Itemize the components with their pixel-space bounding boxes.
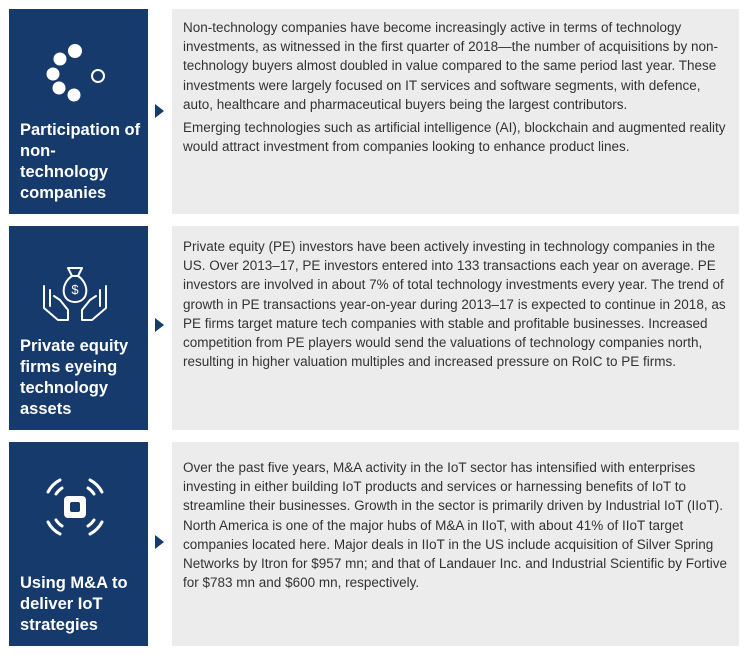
section-title: Using M&A to deliver IoT strategies xyxy=(20,574,128,634)
svg-text:$: $ xyxy=(71,282,79,297)
section-content xyxy=(172,442,739,646)
section-private-equity xyxy=(9,226,739,430)
section-iot xyxy=(9,442,739,646)
pointer-arrow xyxy=(155,535,164,549)
dots-loading-icon xyxy=(34,33,116,115)
section-sidebar xyxy=(9,9,148,214)
section-non-tech xyxy=(9,9,739,214)
pointer-arrow xyxy=(155,318,164,332)
section-title: Private equity firms eyeing technology assets xyxy=(20,337,129,418)
paragraph: Private equity (PE) investors have been actively investing in technology companies in the US. Over 2013–17, PE investors entered into 133 transactions each year on average. PE investors are involved in about 7% of total technology investments every year. The trend of growth in PE transactions year-on-year during 2013–17 is expected to continue in 2018, as PE firms target mature tech companies with stable and profitable businesses. Increased competition from PE players would send the valuations of technology companies north, resulting in higher valuation multiples and increased pressure on RoIC to PE firms. xyxy=(183,239,726,370)
section-title: Participation of non-technology companies xyxy=(20,121,141,202)
iot-chip-signal-icon xyxy=(34,466,116,548)
section-sidebar xyxy=(9,442,148,646)
pointer-arrow xyxy=(155,104,164,118)
section-content xyxy=(172,9,739,214)
paragraph: Emerging technologies such as artificial intelligence (AI), blockchain and augmented reality would attract investment from companies looking to enhance product lines. xyxy=(183,120,726,155)
section-content xyxy=(172,226,739,430)
paragraph: Over the past five years, M&A activity in the IoT sector has intensified with enterprises investing in either building IoT products and services or harnessing benefits of IoT to streamline their businesses. Growth in the sector is primarily driven by Industrial IoT (IIoT). North America is one of the major hubs of M&A in IIoT, with about 41% of IIoT target companies located here. Major deals in IIoT in the US include acquisition of Silver Spring Networks by Itron for $957 mn; and that of Landauer Inc. and Industrial Scientific by Fortive for $783 mn and $600 mn, respectively. xyxy=(183,460,728,591)
section-sidebar xyxy=(9,226,148,430)
paragraph: Non-technology companies have become increasingly active in terms of technology investments, as witnessed in the first quarter of 2018—the number of acquisitions by non-technology buyers almost doubled in value compared to the same period last year. These investments were largely focused on IT services and software segments, with defence, auto, healthcare and pharmaceutical buyers being the largest contributors. xyxy=(183,20,719,112)
hands-money-bag-icon xyxy=(34,250,116,332)
